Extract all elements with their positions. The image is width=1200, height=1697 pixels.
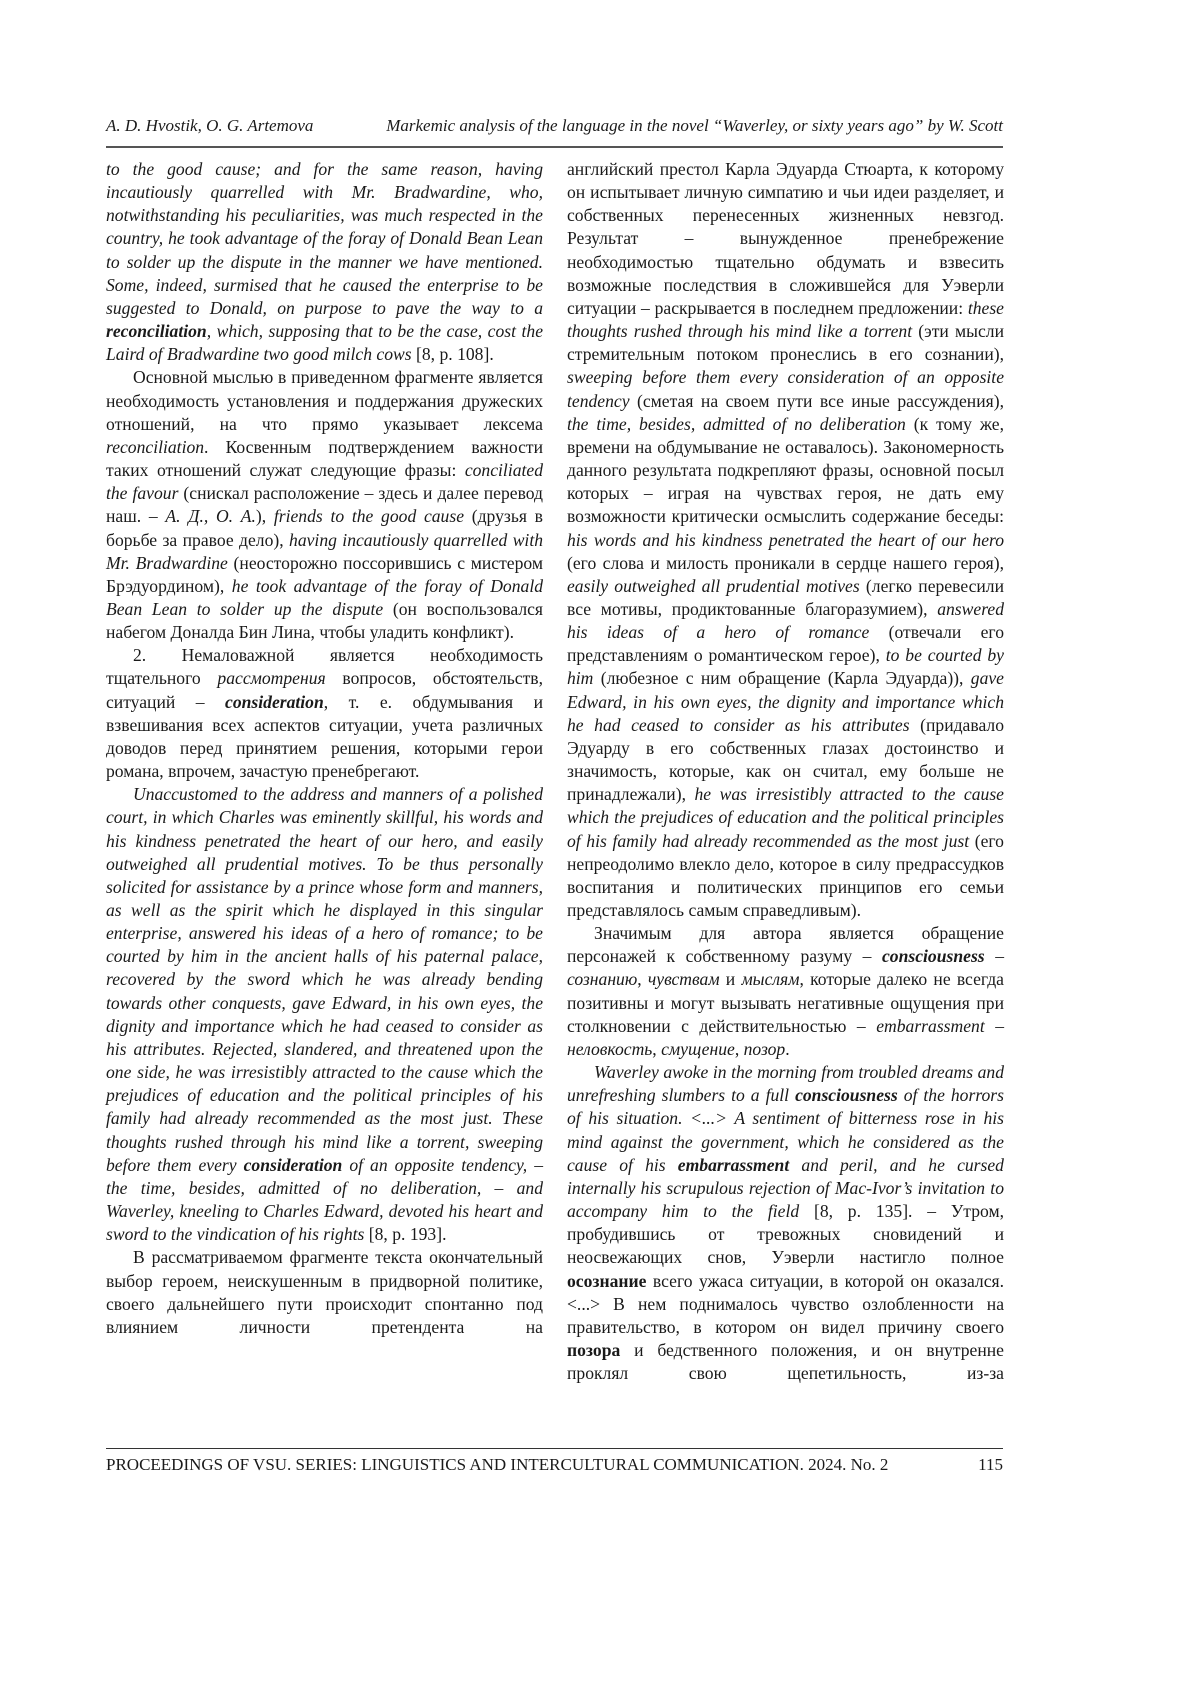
paragraph	[106, 644, 543, 783]
text-run: , которые далеко не всегда позитивны и могут вызывать негативные ощущения при столкновении с действительностью –	[567, 969, 1004, 1035]
italic-run: conciliated the favour	[106, 460, 543, 503]
left-column	[106, 158, 543, 1339]
italic-run: А. Д., О. А.	[165, 506, 256, 526]
footer-rule	[106, 1448, 1003, 1449]
text-run: [8, p. 193].	[364, 1224, 446, 1244]
text-run: В рассматриваемом фрагменте текста окончательный выбор героем, неискушенным в придворной политике, своего дальнейшего пути происходит спонтанно под влиянием личности претендента на	[106, 1247, 543, 1336]
paragraph	[106, 783, 543, 1246]
text-run: (неосторожно поссорившись с мистером Брэдуордином),	[106, 553, 543, 596]
emphasis-run: consideration	[244, 1155, 343, 1175]
emphasis-run: осознание	[567, 1271, 647, 1291]
italic-run: рассмотрения	[217, 668, 325, 688]
text-run: (сметая на своем пути все иные рассуждения),	[630, 391, 1004, 411]
paragraph	[567, 1061, 1004, 1385]
header-authors: A. D. Hvostik, O. G. Artemova	[106, 116, 313, 136]
text-run: (придавало Эдуарду в его собственных глазах достоинство и значимость, которые, как он считал, ему больше не принадлежали),	[567, 715, 1004, 804]
text-run: (к тому же, времени на обдумывание не оставалось). Закономерность данного результата подкрепляют фразы, основной посыл которых – играя на чувствах героя, не дать ему возможности критически осмыслить содержание беседы:	[567, 414, 1004, 527]
text-run: ),	[256, 506, 274, 526]
text-run: (он воспользовался набегом Доналда Бин Лина, чтобы уладить конфликт).	[106, 599, 543, 642]
italic-run: his words and his kindness penetrated the heart of our hero	[567, 530, 1004, 550]
text-run: , т. е. обдумывания и взвешивания всех аспектов ситуации, учета различных доводов перед принятием решения, которыми герои романа, впрочем, зачастую пренебрегают.	[106, 692, 543, 781]
text-run: .	[785, 1039, 789, 1059]
paragraph	[567, 158, 1004, 922]
running-header	[106, 116, 1003, 136]
text-run: (любезное с ним обращение (Карла Эдуарда)),	[593, 668, 970, 688]
italic-run: sweeping before them every consideration of an opposite tendency	[567, 367, 1004, 410]
italic-run: мыслям	[741, 969, 799, 989]
text-run: Значимым для автора является обращение персонажей к собственному разуму –	[567, 923, 1004, 966]
emphasis-run: позора	[567, 1340, 620, 1360]
italic-run: the time, besides, admitted of no deliberation	[567, 414, 906, 434]
emphasis-run: embarrassment	[678, 1155, 789, 1175]
paragraph	[567, 922, 1004, 1061]
text-run: (друзья в борьбе за правое дело),	[106, 506, 543, 549]
italic-run: of the horrors of his situation. <...> A sentiment of bitterness rose in his mind against the government, which he considered as the cause of his	[567, 1085, 1004, 1174]
header-rule	[106, 146, 1003, 148]
text-run: всего ужаса ситуации, в которой он оказался. <...> В нем поднималось чувство озлобленности на правительство, в котором он видел причину своего	[567, 1271, 1004, 1337]
running-footer	[106, 1455, 1003, 1475]
text-run: (его слова и милость проникали в сердце нашего героя),	[567, 553, 1004, 573]
italic-run: answered his ideas of a hero of romance	[567, 599, 1004, 642]
italic-run: he was irresistibly attracted to the cause which the prejudices of education and the political principles of his family had already recommended as the most just	[567, 784, 1004, 850]
page-number: 115	[978, 1455, 1003, 1475]
paragraph	[106, 158, 543, 366]
right-column	[567, 158, 1004, 1385]
text-run: (эти мысли стремительным потоком пронеслись в его сознании),	[567, 321, 1004, 364]
emphasis-run: consideration	[225, 692, 324, 712]
text-run: [8, p. 135]. – Утром, пробудившись от тревожных сновидений и неосвежающих снов, Уэверли настигло полное	[567, 1201, 1004, 1267]
italic-run: of an opposite tendency, – the time, besides, admitted of no deliberation, – and Waverley, kneeling to Charles Edward, devoted his heart and sword to the vindication of his rights	[106, 1155, 543, 1244]
italic-run: позор	[744, 1039, 786, 1059]
italic-run: смущение	[661, 1039, 735, 1059]
italic-run: easily outweighed all prudential motives	[567, 576, 860, 596]
italic-run: Unaccustomed to the address and manners of a polished court, in which Charles was eminently skillful, his words and his kindness penetrated the heart of our hero, and easily outweighed all prudential motives. To be thus personally solicited for assistance by a prince whose form and manners, as well as the spirit which he displayed in this singular enterprise, answered his ideas of a hero of romance; to be courted by him in the ancient halls of his paternal palace, recovered by the sword which he was already bending towards other conquests, gave Edward, in his own eyes, the dignity and importance which he had ceased to consider as his attributes. Rejected, slandered, and threatened upon the one side, he was irresistibly attracted to the cause which the prejudices of education and the political principles of his family had already recommended as the most just. These thoughts rushed through his mind like a torrent, sweeping before them every	[106, 784, 543, 1175]
text-run: и	[720, 969, 742, 989]
italic-run: чувствам	[648, 969, 720, 989]
text-run: ,	[735, 1039, 744, 1059]
italic-run: , which, supposing that to be the case, cost the Laird of Bradwardine two good milch cows	[106, 321, 543, 364]
italic-run: friends to the good cause	[274, 506, 464, 526]
text-run: (отвечали его представлениям о романтическом герое),	[567, 622, 1004, 665]
italic-run: Waverley awoke in the morning from troubled dreams and unrefreshing slumbers to a full	[567, 1062, 1004, 1105]
italic-run: to the good cause; and for the same reason, having incautiously quarrelled with Mr. Bradwardine, who, notwithstanding his peculiarities, was much respected in the country, he took advantage of the foray of Donald Bean Lean to solder up the dispute in the manner we have mentioned. Some, indeed, surmised that he caused the enterprise to be suggested to Donald, on purpose to pave the way to a	[106, 159, 543, 318]
text-run: (снискал расположение – здесь и далее перевод наш. –	[106, 483, 543, 526]
italic-run: gave Edward, in his own eyes, the dignity and importance which he had ceased to consider as his attributes	[567, 668, 1004, 734]
italic-run: having incautiously quarrelled with Mr. Bradwardine	[106, 530, 543, 573]
italic-run: he took advantage of the foray of Donald Bean Lean to solder up the dispute	[106, 576, 543, 619]
paragraph	[106, 1246, 543, 1339]
italic-run: these thoughts rushed through his mind like a torrent	[567, 298, 1004, 341]
text-run: вопросов, обстоятельств, ситуаций –	[106, 668, 543, 711]
italic-run: and peril, and he cursed internally his scrupulous rejection of Mac-Ivor’s invitation to accompany him to the field	[567, 1155, 1004, 1221]
header-article-title: Markemic analysis of the language in the novel “Waverley, or sixty years ago” by W. Scott	[386, 116, 1003, 136]
text-run: ,	[652, 1039, 661, 1059]
emphasis-run: consciousness	[882, 946, 985, 966]
italic-run: embarrassment – неловкость	[567, 1016, 1004, 1059]
text-run: 2. Немаловажной является необходимость тщательного	[106, 645, 543, 688]
italic-run: сознанию	[567, 969, 637, 989]
italic-run: to be courted by him	[567, 645, 1004, 688]
text-run: (легко перевесили все мотивы, продиктованные благоразумием),	[567, 576, 1004, 619]
emphasis-run: consciousness	[795, 1085, 898, 1105]
footer-journal: PROCEEDINGS OF VSU. SERIES: LINGUISTICS AND INTERCULTURAL COMMUNICATION. 2024. No. 2	[106, 1455, 888, 1475]
text-run: (его непреодолимо влекло дело, которое в силу предрассудков воспитания и политических принципов его семьи представлялось самым справедливым).	[567, 831, 1004, 920]
text-run: . Косвенным подтверждением важности таких отношений служат следующие фразы:	[106, 437, 543, 480]
text-run: Основной мыслью в приведенном фрагменте является необходимость установления и поддержания дружеских отношений, на что прямо указывает лексема	[106, 367, 543, 433]
italic-run: reconciliation	[106, 437, 204, 457]
text-run: –	[985, 946, 1004, 966]
text-run: английский престол Карла Эдуарда Стюарта, к которому он испытывает личную симпатию и чьи идеи разделяет, и собственных перенесенных жизненных невзгод. Результат – вынужденное пренебрежение необходимостью тщательно обдумать и взвесить возможные последствия в сложившейся для Уэверли ситуации – раскрывается в последнем предложении:	[567, 159, 1004, 318]
text-run: и бедственного положения, и он внутренне проклял свою щепетильность, из-за	[567, 1340, 1004, 1383]
emphasis-run: reconciliation	[106, 321, 207, 341]
text-run: ,	[637, 969, 648, 989]
paragraph	[106, 366, 543, 644]
text-run: [8, p. 108].	[412, 344, 494, 364]
